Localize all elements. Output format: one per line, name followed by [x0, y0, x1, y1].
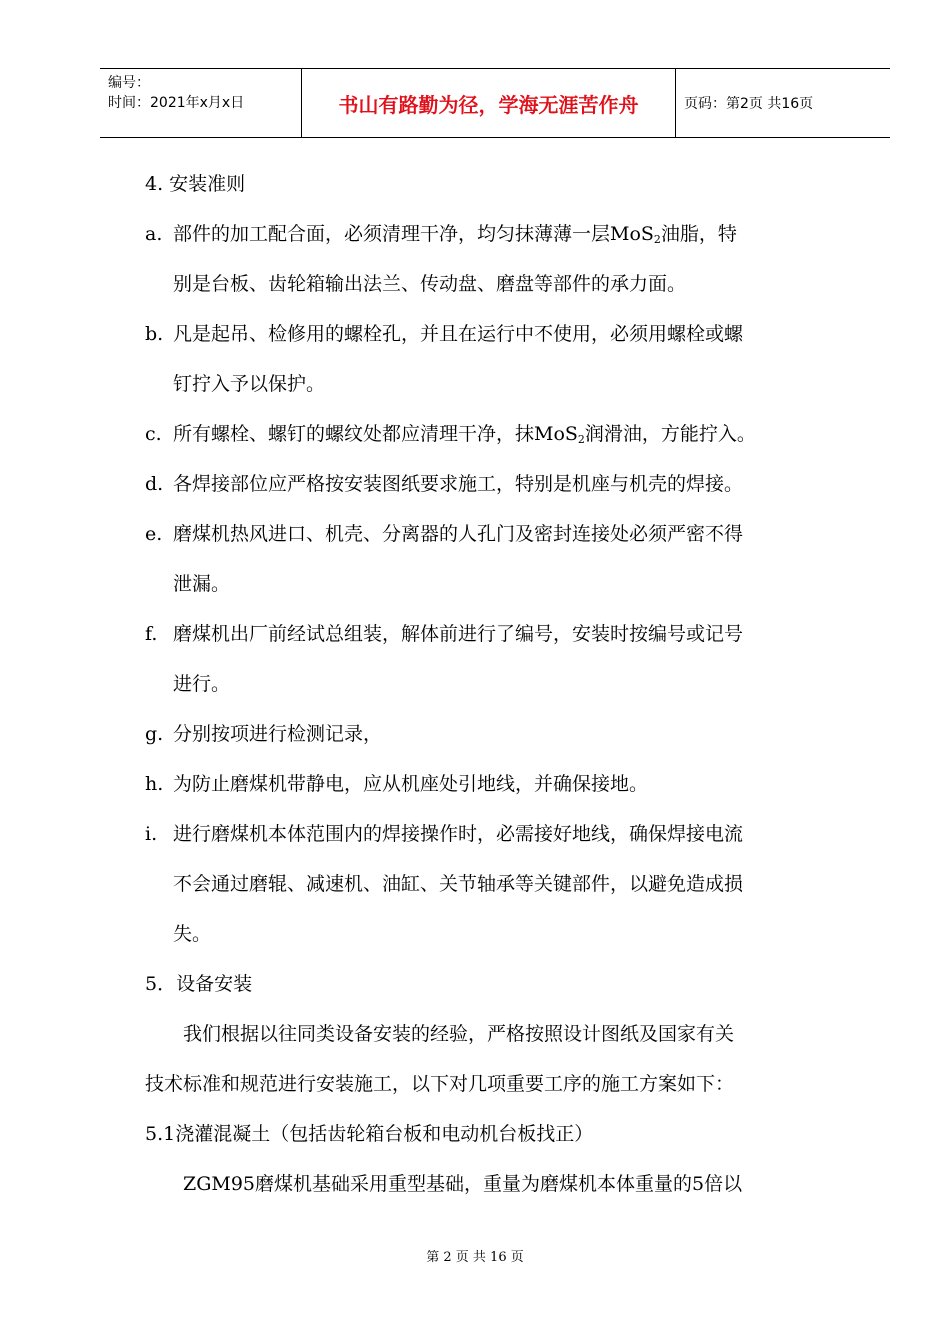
item-text: 分别按项进行检测记录，	[173, 723, 383, 745]
list-item-c	[145, 416, 850, 466]
list-item-a-continuation: 别是台板、齿轮箱输出法兰、传动盘、磨盘等部件的承力面。	[173, 273, 687, 295]
item-a-text-post: 油脂，特	[660, 223, 737, 245]
document-time-label: 时间：2021年x月x日	[108, 95, 245, 111]
item-text: 各焊接部位应严格按安装图纸要求施工，特别是机座与机壳的焊接。	[173, 473, 744, 495]
list-item-b-continuation: 钉拧入予以保护。	[173, 373, 326, 395]
item-text	[173, 416, 756, 466]
item-label: d.	[145, 473, 164, 495]
item-label: b.	[145, 323, 164, 345]
list-item-f	[145, 616, 850, 666]
list-item-i-continuation: 不会通过磨辊、减速机、油缸、关节轴承等关键部件，以避免造成损	[173, 873, 744, 895]
list-item-g	[145, 716, 850, 766]
section-4-title: 4. 安装准则	[145, 173, 246, 195]
subscript-2: 2	[653, 233, 661, 246]
item-label: a.	[145, 223, 163, 245]
paragraph-2-line: ZGM95磨煤机基础采用重型基础，重量为磨煤机本体重量的5倍以	[183, 1173, 743, 1195]
section-5-title: 5．设备安装	[145, 973, 253, 995]
list-item-i	[145, 816, 850, 866]
paragraph-1-line: 技术标准和规范进行安装施工，以下对几项重要工序的施工方案如下：	[145, 1073, 735, 1095]
list-item-f-continuation: 进行。	[173, 673, 231, 695]
list-item-e-continuation: 泄漏。	[173, 573, 231, 595]
item-a-text-pre: 部件的加工配合面，必须清理干净，均匀抹薄薄一层MoS	[173, 223, 654, 245]
document-body	[145, 166, 850, 1216]
item-text: 凡是起吊、检修用的螺栓孔，并且在运行中不使用，必须用螺栓或螺	[173, 323, 744, 345]
item-c-text-pre: 所有螺栓、螺钉的螺纹处都应清理干净，抹MoS	[173, 423, 578, 445]
list-item-i-continuation: 失。	[173, 923, 212, 945]
item-c-text-post: 润滑油，方能拧入。	[584, 423, 756, 445]
item-text: 磨煤机热风进口、机壳、分离器的人孔门及密封连接处必须严密不得	[173, 523, 744, 545]
item-label: c.	[145, 423, 162, 445]
document-number-label: 编号：	[108, 75, 150, 91]
item-label: h.	[145, 773, 164, 795]
list-item-h	[145, 766, 850, 816]
item-text: 为防止磨煤机带静电，应从机座处引地线，并确保接地。	[173, 773, 649, 795]
item-text	[173, 216, 737, 266]
paragraph-1-line: 我们根据以往同类设备安装的经验，严格按照设计图纸及国家有关	[183, 1023, 735, 1045]
section-5-1-title: 5.1浇灌混凝土（包括齿轮箱台板和电动机台板找正）	[145, 1123, 594, 1145]
list-item-d	[145, 466, 850, 516]
page-header	[100, 68, 890, 138]
subscript-2: 2	[577, 433, 585, 446]
page-footer: 第 2 页 共 16 页	[426, 1250, 524, 1265]
item-label: g.	[145, 723, 164, 745]
header-motto: 书山有路勤为径，学海无涯苦作舟	[302, 69, 676, 137]
list-item-a	[145, 216, 850, 266]
item-text: 磨煤机出厂前经试总组装，解体前进行了编号，安装时按编号或记号	[173, 623, 744, 645]
item-label: f.	[145, 623, 158, 645]
header-page-info: 页码：第2页 共16页	[684, 96, 814, 112]
item-label: e.	[145, 523, 163, 545]
item-label: i.	[145, 823, 158, 845]
list-item-e	[145, 516, 850, 566]
header-meta-cell	[100, 69, 302, 137]
item-text: 进行磨煤机本体范围内的焊接操作时，必需接好地线，确保焊接电流	[173, 823, 744, 845]
list-item-b	[145, 316, 850, 366]
